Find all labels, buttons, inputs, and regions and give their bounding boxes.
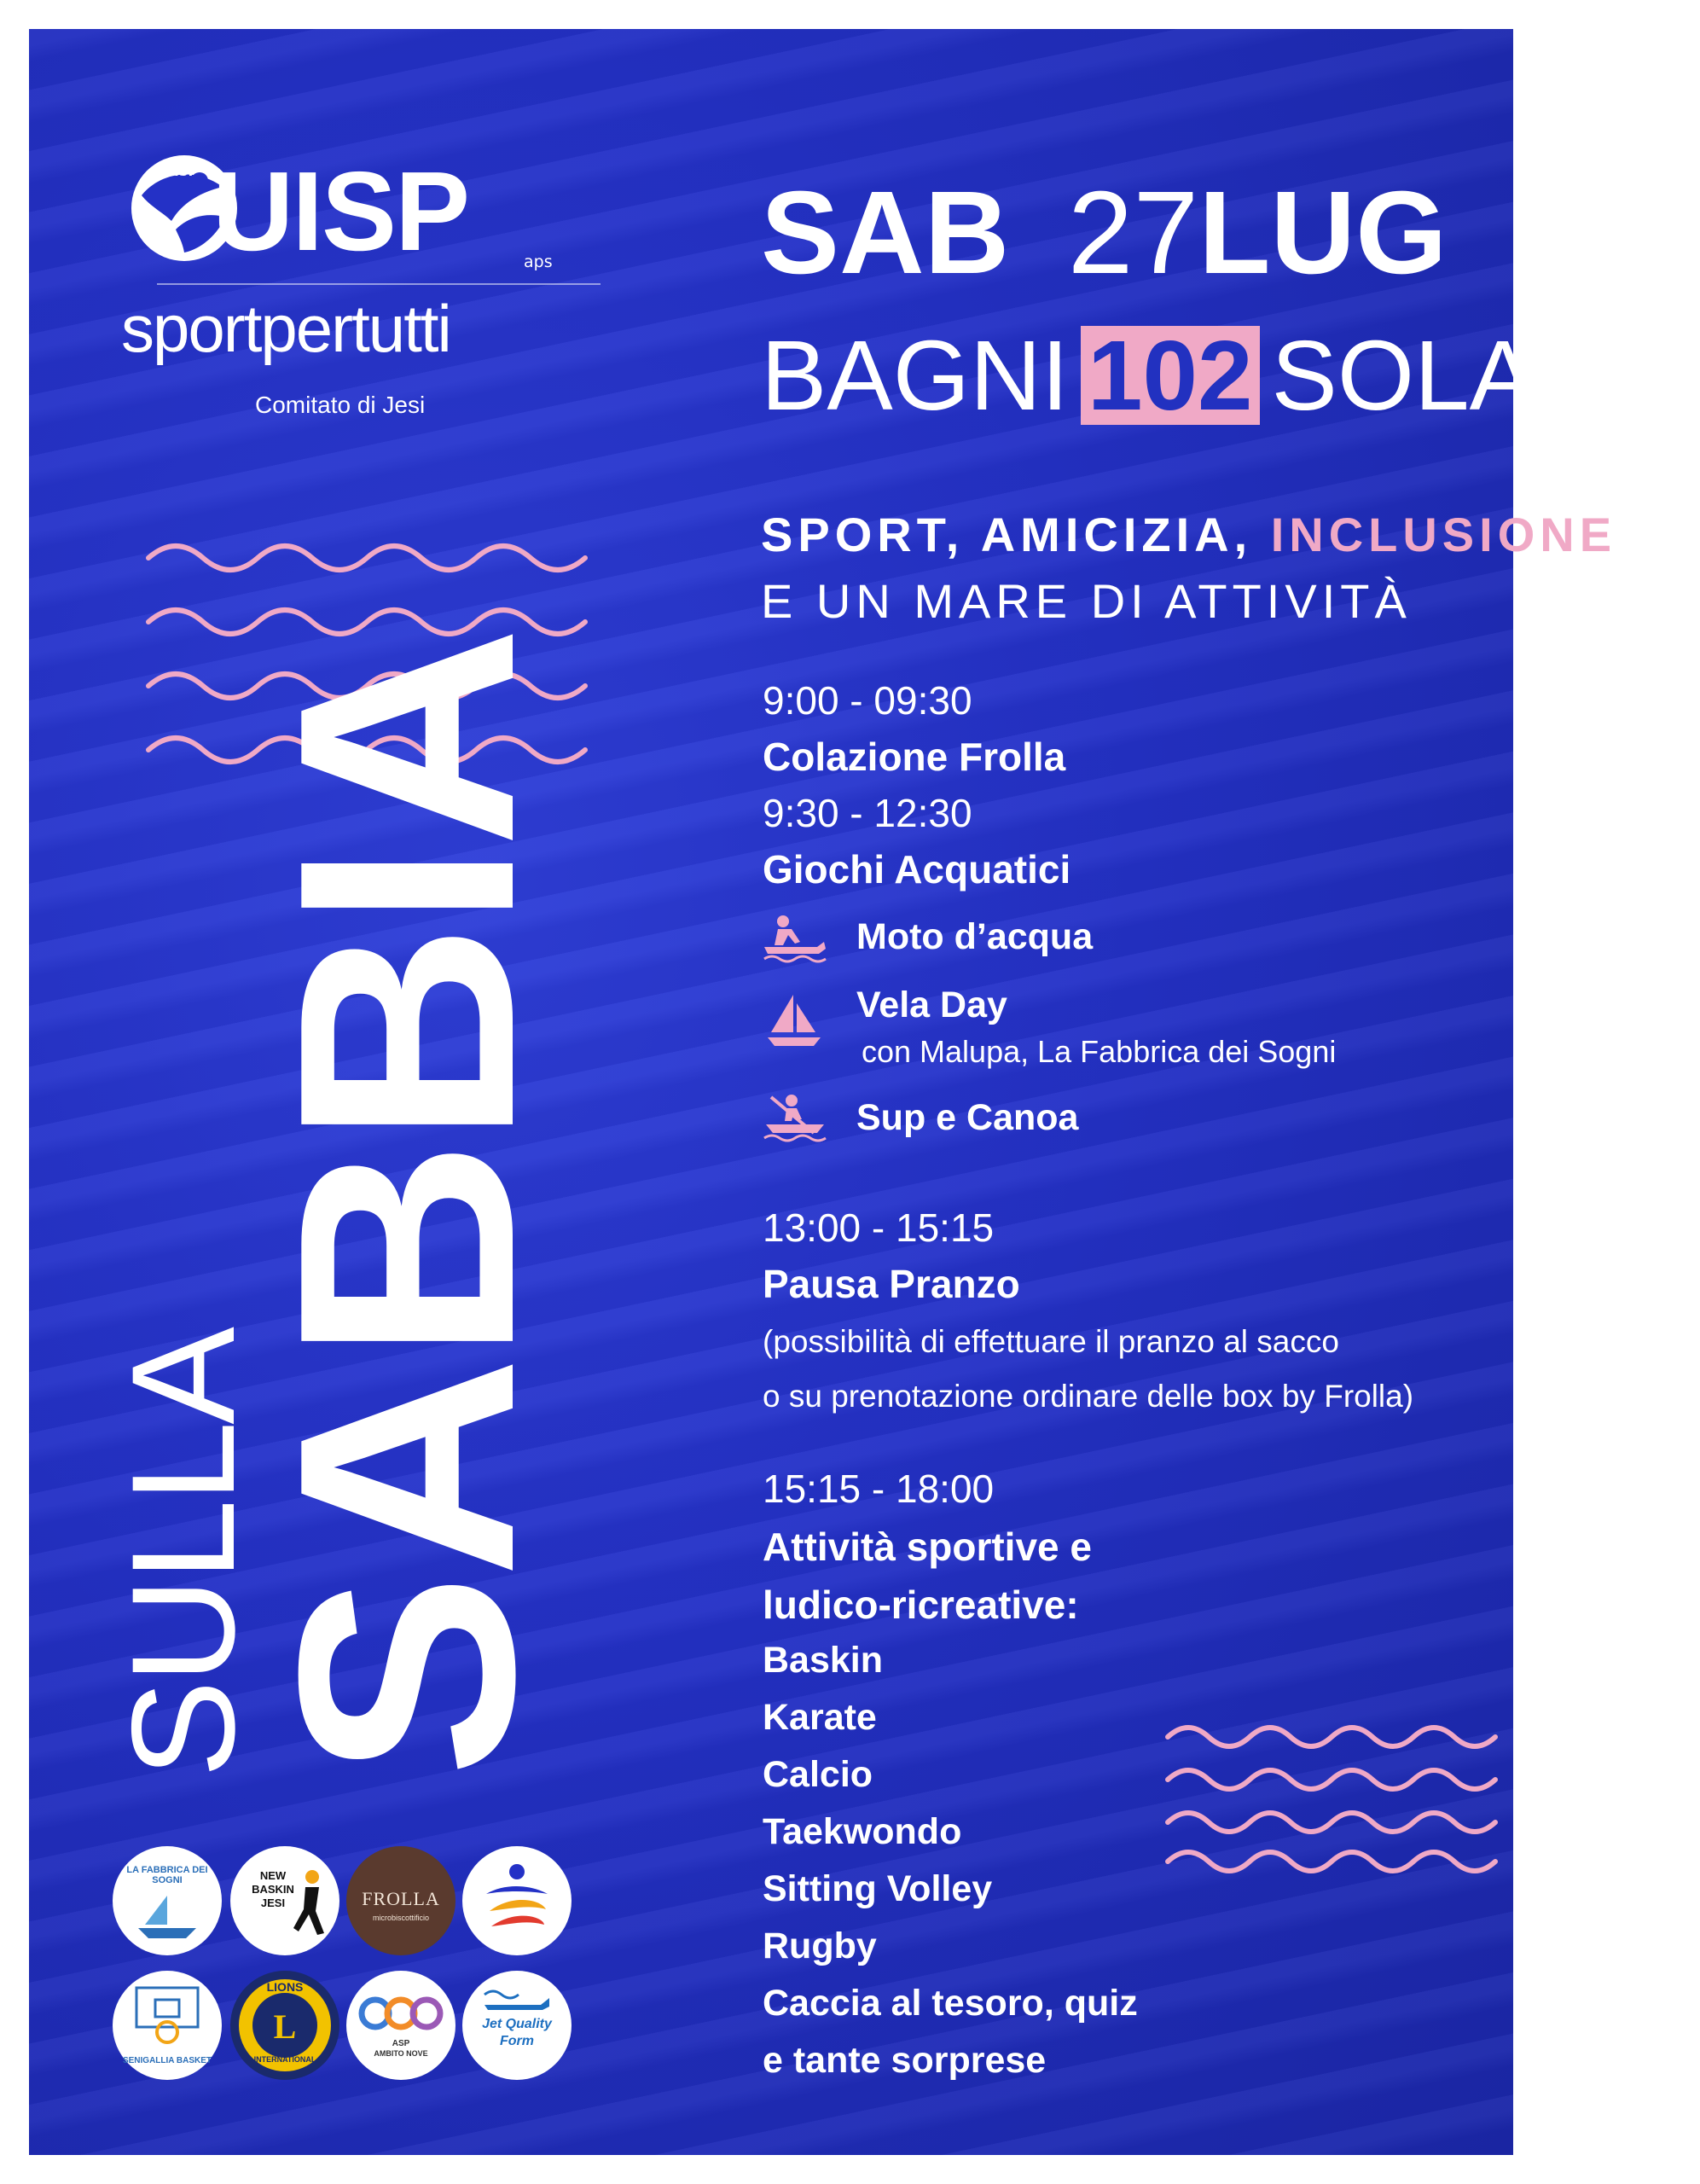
partner-logo-frolla bbox=[346, 1846, 455, 1955]
partner-name: Jet Quality bbox=[482, 2017, 552, 2031]
slot2-time: 9:30 - 12:30 bbox=[763, 791, 972, 835]
athlete-swoosh-icon bbox=[478, 1860, 556, 1942]
tagline-line1 bbox=[761, 507, 1616, 562]
partner-logo-new-baskin-jesi bbox=[230, 1846, 339, 1955]
partner-logo-fabbrica-sogni bbox=[113, 1846, 222, 1955]
sport-item: Calcio bbox=[763, 1754, 873, 1795]
aps-label: aps bbox=[524, 253, 553, 271]
sport-item: Karate bbox=[763, 1697, 877, 1738]
sport-item: e tante sorprese bbox=[763, 2040, 1047, 2081]
partner-name: NEW bbox=[259, 1869, 287, 1882]
slot2-title: Giochi Acquatici bbox=[763, 847, 1071, 892]
activity-label: Vela Day bbox=[856, 985, 1007, 1025]
venue-number: 102 bbox=[1081, 326, 1260, 425]
asp-mark-icon bbox=[358, 1995, 444, 2034]
sport-item: Caccia al tesoro, quiz bbox=[763, 1983, 1138, 2024]
partner-name: SENIGALLIA BASKET bbox=[122, 2056, 212, 2065]
slot3-title: Pausa Pranzo bbox=[763, 1262, 1020, 1306]
basket-icon bbox=[130, 1984, 205, 2053]
poster bbox=[29, 29, 1700, 2155]
slot3-time: 13:00 - 15:15 bbox=[763, 1205, 995, 1250]
boat-icon bbox=[133, 1894, 201, 1942]
jet-ski-logo-icon bbox=[481, 1986, 553, 2012]
sport-item: Taekwondo bbox=[763, 1811, 962, 1852]
activity-sub: con Malupa, La Fabbrica dei Sogni bbox=[862, 1034, 1337, 1069]
slot4-time: 15:15 - 18:00 bbox=[763, 1467, 995, 1511]
waves-decoration-right bbox=[1163, 1716, 1513, 1870]
partner-logo-sport bbox=[462, 1846, 572, 1955]
partner-name: BASKIN bbox=[252, 1883, 294, 1896]
uisp-brand: UISP bbox=[212, 148, 469, 274]
partner-name: LIONS bbox=[266, 1980, 304, 1994]
uisp-small-label: UISP bbox=[164, 164, 198, 179]
slot3-note-line1: (possibilità di effettuare il pranzo al sacco bbox=[763, 1324, 1339, 1359]
partner-name: INTERNATIONAL bbox=[253, 2055, 316, 2064]
activity-label: Sup e Canoa bbox=[856, 1097, 1079, 1138]
event-date bbox=[761, 167, 1448, 299]
activity-label: Moto d’acqua bbox=[856, 916, 1094, 957]
partner-logo-asp bbox=[346, 1971, 455, 2080]
slot3-note-line2: o su prenotazione ordinare delle box by Frolla) bbox=[763, 1379, 1414, 1414]
partner-name: ASP bbox=[392, 2039, 410, 2048]
partner-name: AMBITO NOVE bbox=[374, 2049, 428, 2058]
lions-l-icon: L bbox=[273, 2007, 297, 2046]
venue-left: BAGNI bbox=[761, 320, 1069, 431]
venue-right: SOLARIA bbox=[1271, 320, 1700, 431]
date-number: 27 bbox=[1067, 167, 1199, 299]
slot1-time: 9:00 - 09:30 bbox=[763, 678, 972, 723]
partner-name: Form bbox=[500, 2034, 534, 2048]
date-day: SAB bbox=[761, 167, 1010, 299]
partner-logo-jet-quality-form bbox=[462, 1971, 572, 2080]
partner-name: microbiscottificio bbox=[372, 1914, 429, 1922]
title-sulla: SULLA bbox=[102, 1330, 265, 1778]
sailboat-icon bbox=[764, 991, 824, 1051]
tagline-inclusione: INCLUSIONE bbox=[1270, 508, 1617, 561]
tagline-part1: SPORT, AMICIZIA, bbox=[761, 508, 1271, 561]
player-icon bbox=[287, 1868, 329, 1937]
canoe-icon bbox=[763, 1094, 827, 1141]
logo-tagline: sportpertutti bbox=[121, 291, 450, 366]
sport-item: Sitting Volley bbox=[763, 1868, 993, 1909]
partner-name: JESI bbox=[260, 1896, 286, 1909]
jet-ski-icon bbox=[763, 915, 827, 962]
committee-label: Comitato di Jesi bbox=[255, 392, 426, 418]
slot1-title: Colazione Frolla bbox=[763, 735, 1066, 779]
sport-item: Baskin bbox=[763, 1640, 884, 1681]
partner-name: FROLLA bbox=[362, 1888, 440, 1909]
slot4-title-line2: ludico-ricreative: bbox=[763, 1583, 1079, 1627]
partner-logo-lions bbox=[230, 1971, 339, 2080]
event-venue bbox=[761, 320, 1700, 431]
partner-logo-senigallia-basket bbox=[113, 1971, 222, 2080]
logo-divider bbox=[157, 283, 601, 285]
date-month: LUG bbox=[1198, 167, 1448, 299]
slot4-title-line1: Attività sportive e bbox=[763, 1525, 1092, 1569]
tagline-line2: E UN MARE DI ATTIVITÀ bbox=[761, 574, 1412, 628]
partner-name: LA FABBRICA DEI SOGNI bbox=[126, 1865, 208, 1886]
sport-item: Rugby bbox=[763, 1926, 877, 1966]
title-sabbia: SABBIA bbox=[235, 630, 578, 1778]
vertical-title bbox=[102, 630, 622, 1778]
